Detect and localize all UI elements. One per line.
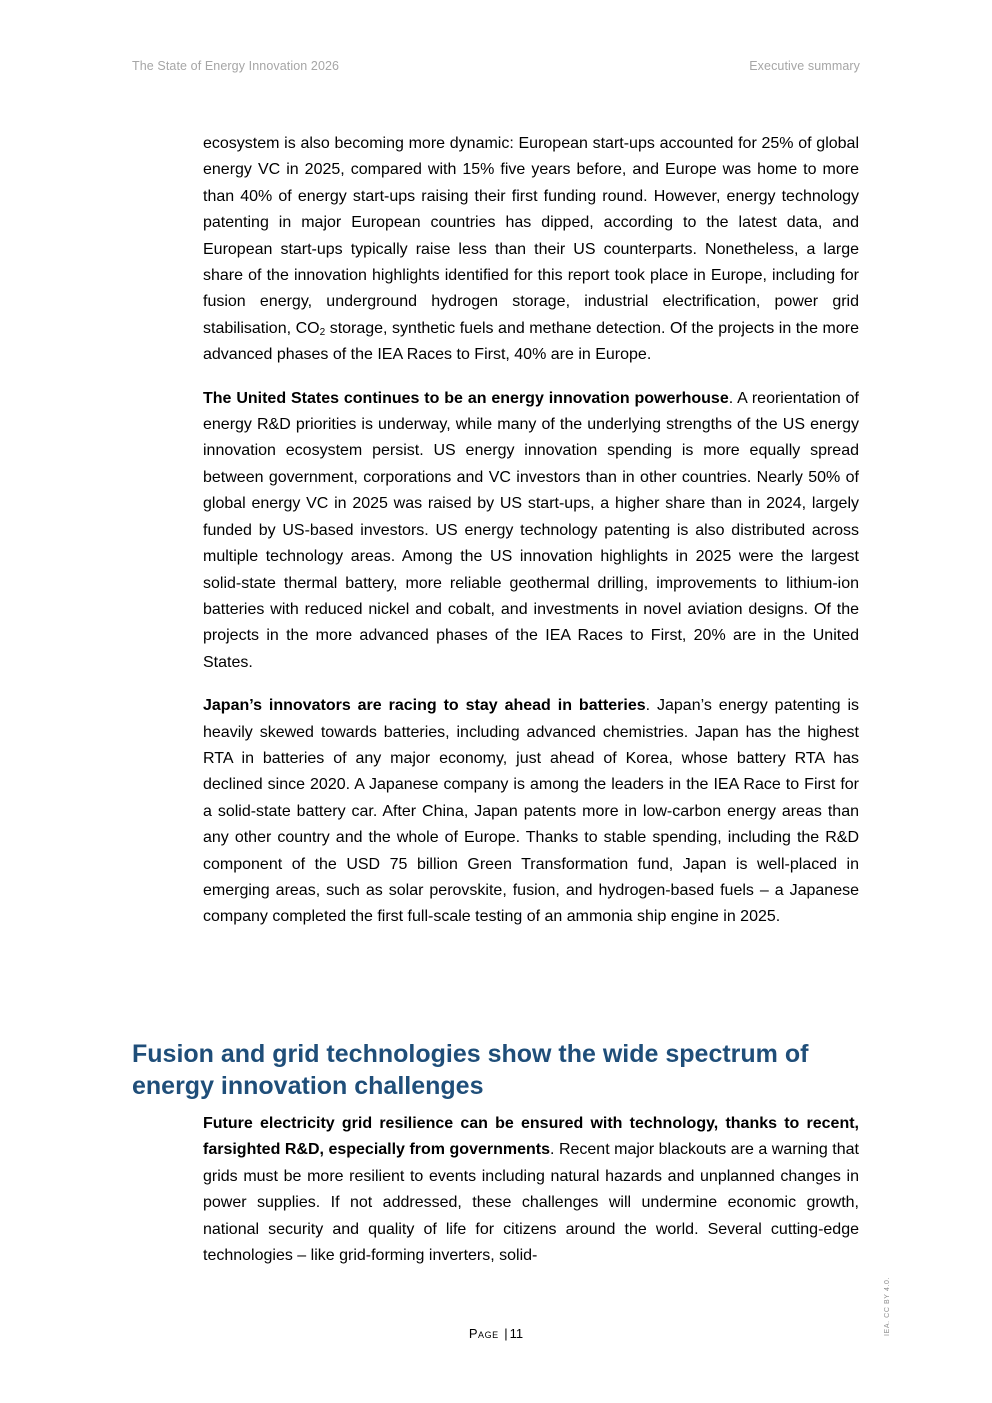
paragraph-text: . Recent major blackouts are a warning that grids must be more resilient to events including natural hazards and unplanned changes in power supplies. If not addressed, these challenges will undermine economic growth, national security and quality of life for citizens around the world. Several cutting-edge technologies – like grid-forming inverters, solid- <box>203 1141 859 1265</box>
copyright-notice: IEA. CC BY 4.0. <box>884 1276 891 1336</box>
section-header: Executive summary <box>749 59 860 73</box>
paragraph-japan <box>203 693 859 931</box>
paragraph-grid-resilience <box>203 1111 859 1269</box>
paragraph-lead: Future electricity grid resilience can be ensured with technology, thanks to recent, farsighted R&D, especially from governments <box>203 1115 859 1159</box>
page-number: 11 <box>509 1326 524 1341</box>
page-footer <box>0 1326 992 1341</box>
section-body-block <box>203 1111 859 1286</box>
paragraph-lead: Japan’s innovators are racing to stay ahead in batteries <box>203 697 646 715</box>
report-title-header: The State of Energy Innovation 2026 <box>132 59 340 73</box>
paragraph-text: storage, synthetic fuels and methane detection. Of the projects in the more advanced phases of the IEA Races to First, 40% are in Europe. <box>203 319 859 364</box>
body-text-block <box>203 131 859 948</box>
subscript: 2 <box>319 326 326 338</box>
paragraph-lead: The United States continues to be an energy innovation powerhouse <box>203 389 729 407</box>
page-label: Page <box>468 1326 499 1341</box>
section-heading: Fusion and grid technologies show the wide spectrum of energy innovation challenges <box>132 1040 809 1100</box>
paragraph-text: . Japan’s energy patenting is heavily skewed towards batteries, including advanced chemistries. Japan has the highest RTA in batteries of any major economy, just ahead of Korea, whose battery RTA has declined since 2020. A Japanese company is among the leaders in the IEA Race to First for a solid-state battery car. After China, Japan patents more in low-carbon energy areas than any other country and the whole of Europe. Thanks to stable spending, including the R&D component of the USD 75 billion Green Transformation fund, Japan is well-placed in emerging areas, such as solar perovskite, fusion, and hydrogen-based fuels – a Japanese company completed the first full-scale testing of an ammonia ship engine in 2025. <box>203 697 859 926</box>
paragraph-text: ecosystem is also becoming more dynamic: European start-ups accounted for 25% of global energy VC in 2025, compared with 15% five years before, and Europe was home to more than 40% of energy start-ups raising their first funding round. However, energy technology patenting in major European countries has dipped, according to the latest data, and European start-ups typically raise less than their US counterparts. Nonetheless, a large share of the innovation highlights identified for this report took place in Europe, including for fusion energy, underground hydrogen storage, industrial electrification, power grid stabilisation, CO <box>203 135 859 337</box>
paragraph-text: . A reorientation of energy R&D priorities is underway, while many of the underlying strengths of the US energy innovation ecosystem persist. US energy innovation spending is more equally spread between government, corporations and VC investors than in other countries. Nearly 50% of global energy VC in 2025 was raised by US start-ups, a higher share than in 2024, largely funded by US-based investors. US energy technology patenting is also distributed across multiple technology areas. Among the US innovation highlights in 2025 were the largest solid-state thermal battery, more reliable geothermal drilling, improvements to lithium-ion batteries with reduced nickel and cobalt, and investments in novel aviation designs. Of the projects in the more advanced phases of the IEA Races to First, 20% are in the United States. <box>203 389 860 671</box>
paragraph-united-states <box>203 386 859 676</box>
paragraph-europe <box>203 131 859 369</box>
page-separator: | <box>504 1326 508 1341</box>
